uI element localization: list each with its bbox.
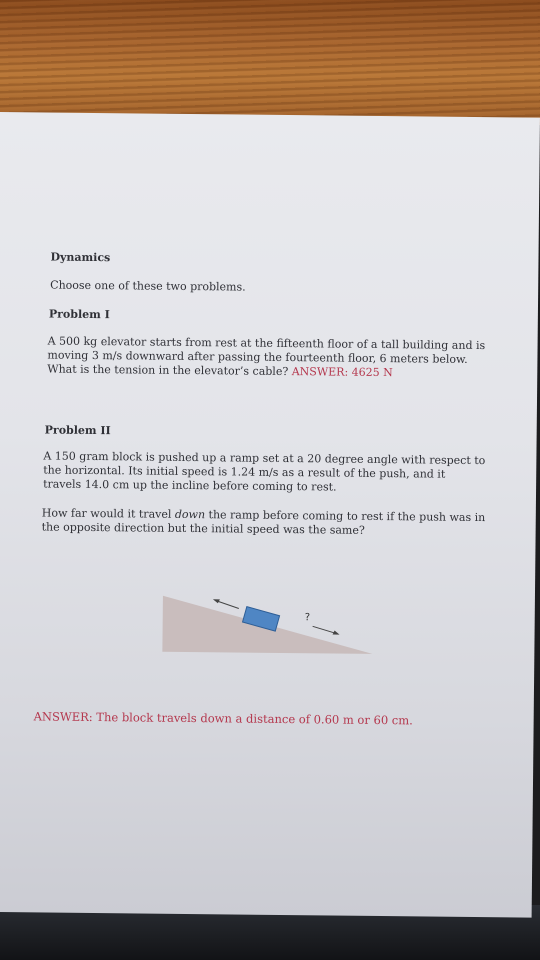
problem-2-answer: ANSWER: The block travels down a distance of 0.60 m or 60 cm. [33,709,413,728]
problem-1-line-3 [47,363,393,380]
problem-2-line-3: travels 14.0 cm up the incline before coming to rest. [43,477,337,494]
problem-2-question-line-2: the opposite direction but the initial speed was the same? [41,520,365,537]
problem-2-line-2: the horizontal. Its initial speed is 1.24 m/s as a result of the push, and it [43,463,446,481]
problem-1-answer: ANSWER: 4625 N [291,365,393,380]
problem-1-line-1: A 500 kg elevator starts from rest at the fifteenth floor of a tall building and is [47,334,486,353]
intro-text: Choose one of these two problems. [50,278,246,294]
problem-1-question: What is the tension in the elevator’s cable? [47,362,289,379]
problem-1-title: Problem I [48,307,110,322]
ramp-diagram [154,594,385,666]
arrow-down-ramp [313,626,340,634]
wooden-table [0,0,540,125]
question-mark-label: ? [304,612,311,624]
arrow-up-ramp [213,599,239,608]
emphasis-down: down [174,507,206,522]
problem-2-line-1: A 150 gram block is pushed up a ramp set at a 20 degree angle with respect to [43,449,486,468]
section-heading: Dynamics [50,250,111,265]
problem-1-line-2: moving 3 m/s downward after passing the fourteenth floor, 6 meters below. [47,348,468,366]
problem-2-question-line-1: How far would it travel down the ramp before coming to rest if the push was in [41,506,486,525]
worksheet-page [0,112,540,918]
problem-2-title: Problem II [44,423,111,438]
